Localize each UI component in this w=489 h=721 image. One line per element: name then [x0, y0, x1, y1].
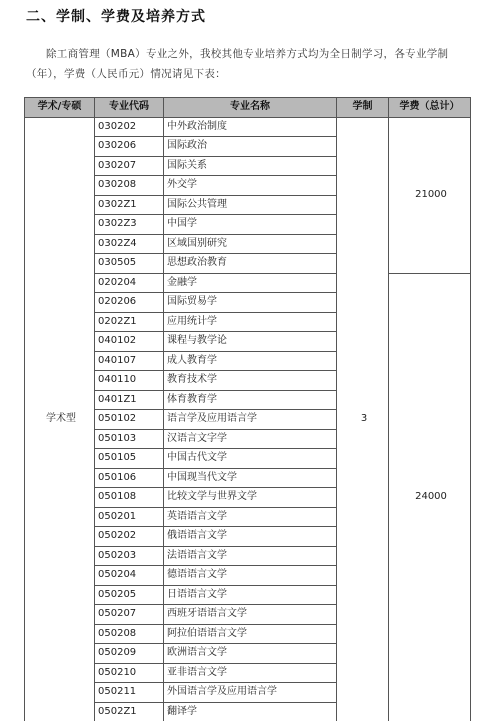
major-code-cell: 050202 — [95, 527, 164, 547]
major-code-cell: 050102 — [95, 410, 164, 430]
major-name-cell: 德语语言文学 — [164, 566, 337, 586]
major-code-cell: 0202Z1 — [95, 312, 164, 332]
major-name-cell: 阿拉伯语语言文学 — [164, 624, 337, 644]
major-code-cell: 020206 — [95, 293, 164, 313]
major-name-cell: 国际公共管理 — [164, 195, 337, 215]
major-code-cell: 030202 — [95, 117, 164, 137]
table-body — [25, 117, 471, 721]
major-code-cell: 020204 — [95, 273, 164, 293]
major-code-cell: 0401Z1 — [95, 390, 164, 410]
table-row — [25, 117, 471, 137]
major-code-cell: 030207 — [95, 156, 164, 176]
header-code: 专业代码 — [95, 98, 164, 118]
major-name-cell: 日语语言文学 — [164, 585, 337, 605]
major-code-cell: 050208 — [95, 624, 164, 644]
major-code-cell: 040102 — [95, 332, 164, 352]
major-name-cell: 中国学 — [164, 215, 337, 235]
major-code-cell: 050207 — [95, 605, 164, 625]
major-name-cell: 汉语言文字学 — [164, 429, 337, 449]
fee-cell: 24000 — [389, 273, 471, 721]
major-code-cell: 050103 — [95, 429, 164, 449]
table-header-row — [25, 98, 471, 118]
major-name-cell: 法语语言文学 — [164, 546, 337, 566]
major-name-cell: 成人教育学 — [164, 351, 337, 371]
major-code-cell: 050209 — [95, 644, 164, 664]
major-name-cell: 中国古代文学 — [164, 449, 337, 469]
major-code-cell: 0502Z1 — [95, 702, 164, 721]
major-name-cell: 国际关系 — [164, 156, 337, 176]
major-name-cell: 西班牙语语言文学 — [164, 605, 337, 625]
intro-paragraph — [26, 44, 466, 84]
major-code-cell: 050203 — [95, 546, 164, 566]
major-code-cell: 040107 — [95, 351, 164, 371]
major-name-cell: 中外政治制度 — [164, 117, 337, 137]
major-code-cell: 050201 — [95, 507, 164, 527]
tuition-table — [24, 97, 471, 721]
major-code-cell: 050205 — [95, 585, 164, 605]
major-code-cell: 050210 — [95, 663, 164, 683]
major-code-cell: 030505 — [95, 254, 164, 274]
fee-cell: 21000 — [389, 117, 471, 273]
major-name-cell: 外交学 — [164, 176, 337, 196]
header-duration: 学制 — [337, 98, 389, 118]
major-code-cell: 030208 — [95, 176, 164, 196]
major-name-cell: 英语语言文学 — [164, 507, 337, 527]
major-name-cell: 国际贸易学 — [164, 293, 337, 313]
major-name-cell: 亚非语言文学 — [164, 663, 337, 683]
major-code-cell: 0302Z1 — [95, 195, 164, 215]
header-fee: 学费（总计） — [389, 98, 471, 118]
major-code-cell: 0302Z3 — [95, 215, 164, 235]
major-code-cell: 030206 — [95, 137, 164, 157]
major-name-cell: 区域国别研究 — [164, 234, 337, 254]
major-code-cell: 050204 — [95, 566, 164, 586]
major-name-cell: 国际政治 — [164, 137, 337, 157]
major-name-cell: 俄语语言文学 — [164, 527, 337, 547]
major-code-cell: 040110 — [95, 371, 164, 391]
intro-text: 除工商管理（MBA）专业之外，我校其他专业培养方式均为全日制学习，各专业学制（年），学费（人民币元）情况请见下表： — [26, 48, 449, 80]
major-name-cell: 体育教育学 — [164, 390, 337, 410]
major-code-cell: 050108 — [95, 488, 164, 508]
header-major: 专业名称 — [164, 98, 337, 118]
major-code-cell: 050105 — [95, 449, 164, 469]
header-category: 学术/专硕 — [25, 98, 95, 118]
major-name-cell: 外国语言学及应用语言学 — [164, 683, 337, 703]
category-cell: 学术型 — [25, 117, 95, 721]
major-code-cell: 050106 — [95, 468, 164, 488]
major-name-cell: 应用统计学 — [164, 312, 337, 332]
major-code-cell: 050211 — [95, 683, 164, 703]
major-code-cell: 0302Z4 — [95, 234, 164, 254]
major-name-cell: 比较文学与世界文学 — [164, 488, 337, 508]
major-name-cell: 语言学及应用语言学 — [164, 410, 337, 430]
major-name-cell: 教育技术学 — [164, 371, 337, 391]
major-name-cell: 金融学 — [164, 273, 337, 293]
major-name-cell: 中国现当代文学 — [164, 468, 337, 488]
duration-cell: 3 — [337, 117, 389, 721]
section-heading: 二、学制、学费及培养方式 — [26, 9, 206, 25]
major-name-cell: 翻译学 — [164, 702, 337, 721]
major-name-cell: 课程与教学论 — [164, 332, 337, 352]
major-name-cell: 思想政治教育 — [164, 254, 337, 274]
major-name-cell: 欧洲语言文学 — [164, 644, 337, 664]
